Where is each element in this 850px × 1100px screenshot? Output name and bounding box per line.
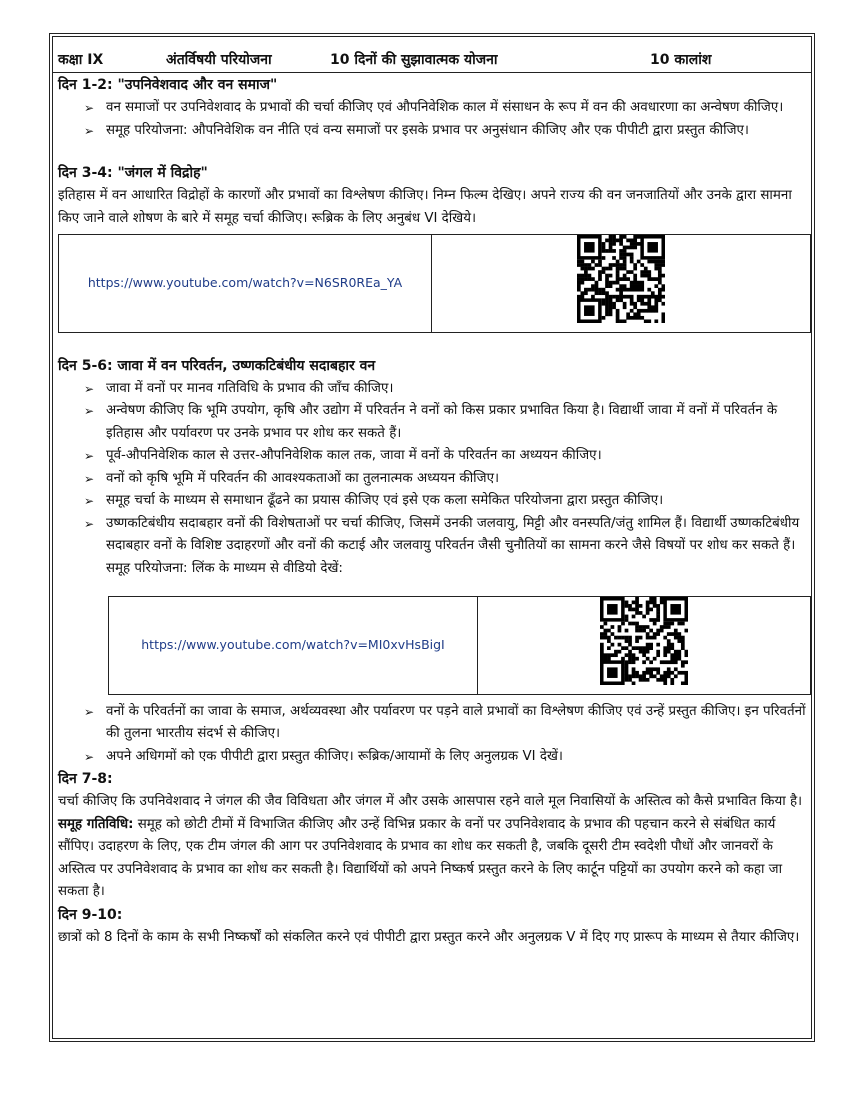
list-item: ➢ वनों के परिवर्तनों का जावा के समाज, अर्थव्यवस्था और पर्यावरण पर पड़ने वाले प्रभावों का विश्लेषण कीजिए एवं उन्हें प्रस्तुत कीजिए। इन परिवर्तनों की तुलना भारतीय संदर्भ से कीजिए। bbox=[106, 701, 810, 746]
class-label: कक्षा IX bbox=[58, 52, 104, 68]
qr-cell-1 bbox=[432, 235, 811, 333]
list-item: ➢ समूह परियोजना: औपनिवेशिक वन नीति एवं वन्य समाजों पर इसके प्रभाव पर अनुसंधान कीजिए और एक पीपीटी द्वारा प्रस्तुत कीजिए। bbox=[106, 120, 810, 143]
group-activity-text: समूह को छोटी टीमों में विभाजित कीजिए और उन्हें विभिन्न प्रकार के वनों पर उपनिवेशवाद के प्रभाव की पहचान करने से संबंधित कार्य सौंपिए। उदाहरण के लिए, एक टीम जंगल की आग पर उपनिवेशवाद के प्रभाव का शोध कर सकती है, जबकि दूसरी टीम स्वदेशी पौधों और जानवरों के अस्तित्व पर उपनिवेशवाद के प्रभाव का शोध कर सकती है। विद्यार्थियों को अपने निष्कर्ष प्रस्तुत करने के लिए कार्टून पट्टियों का उपयोग करने को कहा जा सकता है। bbox=[58, 816, 783, 899]
qr-cell-2 bbox=[478, 597, 811, 695]
list-item: ➢ जावा में वनों पर मानव गतिविधि के प्रभाव की जाँच कीजिए। bbox=[106, 378, 810, 401]
day9-text: छात्रों को 8 दिनों के काम के सभी निष्कर्षों को संकलित करने एवं पीपीटी द्वारा प्रस्तुत करने और अनुलग्रक V में दिए गए प्रारूप के माध्यम से तैयार कीजिए। bbox=[58, 929, 800, 945]
list-item: ➢ वन समाजों पर उपनिवेशवाद के प्रभावों की चर्चा कीजिए एवं औपनिवेशिक काल में संसाधन के रूप में वन की अवधारणा का अन्वेषण कीजिए। bbox=[106, 97, 810, 120]
day5-title: दिन 5-6: जावा में वन परिवर्तन, उष्णकटिबंधीय सदाबहार वन bbox=[58, 357, 376, 374]
header-row bbox=[58, 50, 810, 70]
day1-bullets bbox=[58, 97, 810, 142]
day7-title: दिन 7-8: bbox=[58, 771, 113, 787]
qr-code-icon bbox=[577, 235, 665, 323]
project-label: अंतर्विषयी परियोजना bbox=[166, 52, 272, 68]
list-item: ➢ समूह चर्चा के माध्यम से समाधान ढूँढने का प्रयास कीजिए एवं इसे एक कला समेकित परियोजना द्वारा प्रस्तुत कीजिए। bbox=[106, 490, 810, 513]
header-divider bbox=[52, 72, 812, 73]
day3-text: इतिहास में वन आधारित विद्रोहों के कारणों और प्रभावों का विश्लेषण कीजिए। निम्न फिल्म देखिए। अपने राज्य की वन जनजातियों और उनके द्वारा सामना किए जाने वाले शोषण के बारे में समूह चर्चा कीजिए। रूब्रिक के लिए अनुबंध VI देखिये। bbox=[58, 188, 792, 226]
list-item: ➢ वनों को कृषि भूमि में परिवर्तन की आवश्यकताओं का तुलनात्मक अध्ययन कीजिए। bbox=[106, 468, 810, 491]
document-body bbox=[58, 74, 810, 949]
day1-title: दिन 1-2: "उपनिवेशवाद और वन समाज" bbox=[58, 77, 278, 93]
link-table-2 bbox=[108, 596, 811, 695]
list-item: ➢ अन्वेषण कीजिए कि भूमि उपयोग, कृषि और उद्योग में परिवर्तन ने वनों को किस प्रकार प्रभावित किया है। विद्यार्थी जावा में वनों में परिवर्तन के इतिहास और पर्यावरण पर उनके प्रभाव पर शोध कर सकते हैं। bbox=[106, 400, 810, 445]
link-table-1 bbox=[58, 234, 811, 333]
youtube-link-2[interactable]: https://www.youtube.com/watch?v=MI0xvHsBigI bbox=[109, 597, 478, 695]
day9-title: दिन 9-10: bbox=[58, 906, 123, 923]
day7-text: चर्चा कीजिए कि उपनिवेशवाद ने जंगल की जैव विविधता और जंगल में और उसके आसपास रहने वाले मूल निवासियों के अस्तित्व को कैसे प्रभावित किया है। bbox=[58, 794, 803, 809]
day5-bullets bbox=[58, 378, 810, 581]
day7-group-activity bbox=[58, 814, 810, 904]
list-item: ➢ उष्णकटिबंधीय सदाबहार वनों की विशेषताओं पर चर्चा कीजिए, जिसमें उनकी जलवायु, मिट्टी और वनस्पति/जंतु शामिल हैं। विद्यार्थी उष्णकटिबंधीय सदाबहार वनों के विशिष्ट उदाहरणों और वनों की कटाई और जलवायु परिवर्तन जैसी चुनौतियों का सामना करने जैसे विषयों पर शोध कर सकते हैं। समूह परियोजना: लिंक के माध्यम से वीडियो देखें: bbox=[106, 513, 810, 581]
day5-bullets-after bbox=[58, 701, 810, 769]
youtube-link-1[interactable]: https://www.youtube.com/watch?v=N6SR0REa_YA bbox=[59, 235, 432, 333]
list-item: ➢ अपने अधिगमों को एक पीपीटी द्वारा प्रस्तुत कीजिए। रूब्रिक/आयामों के लिए अनुलग्रक VI देखें। bbox=[106, 746, 810, 769]
day3-title: दिन 3-4: "जंगल में विद्रोह" bbox=[58, 165, 208, 181]
plan-label: 10 दिनों की सुझावात्मक योजना bbox=[330, 52, 498, 68]
list-item: ➢ पूर्व-औपनिवेशिक काल से उत्तर-औपनिवेशिक काल तक, जावा में वनों के परिवर्तन का अध्ययन कीजिए। bbox=[106, 445, 810, 468]
periods-label: 10 कालांश bbox=[650, 52, 712, 68]
group-activity-label: समूह गतिविधि: bbox=[58, 816, 134, 832]
qr-code-icon bbox=[600, 597, 688, 685]
